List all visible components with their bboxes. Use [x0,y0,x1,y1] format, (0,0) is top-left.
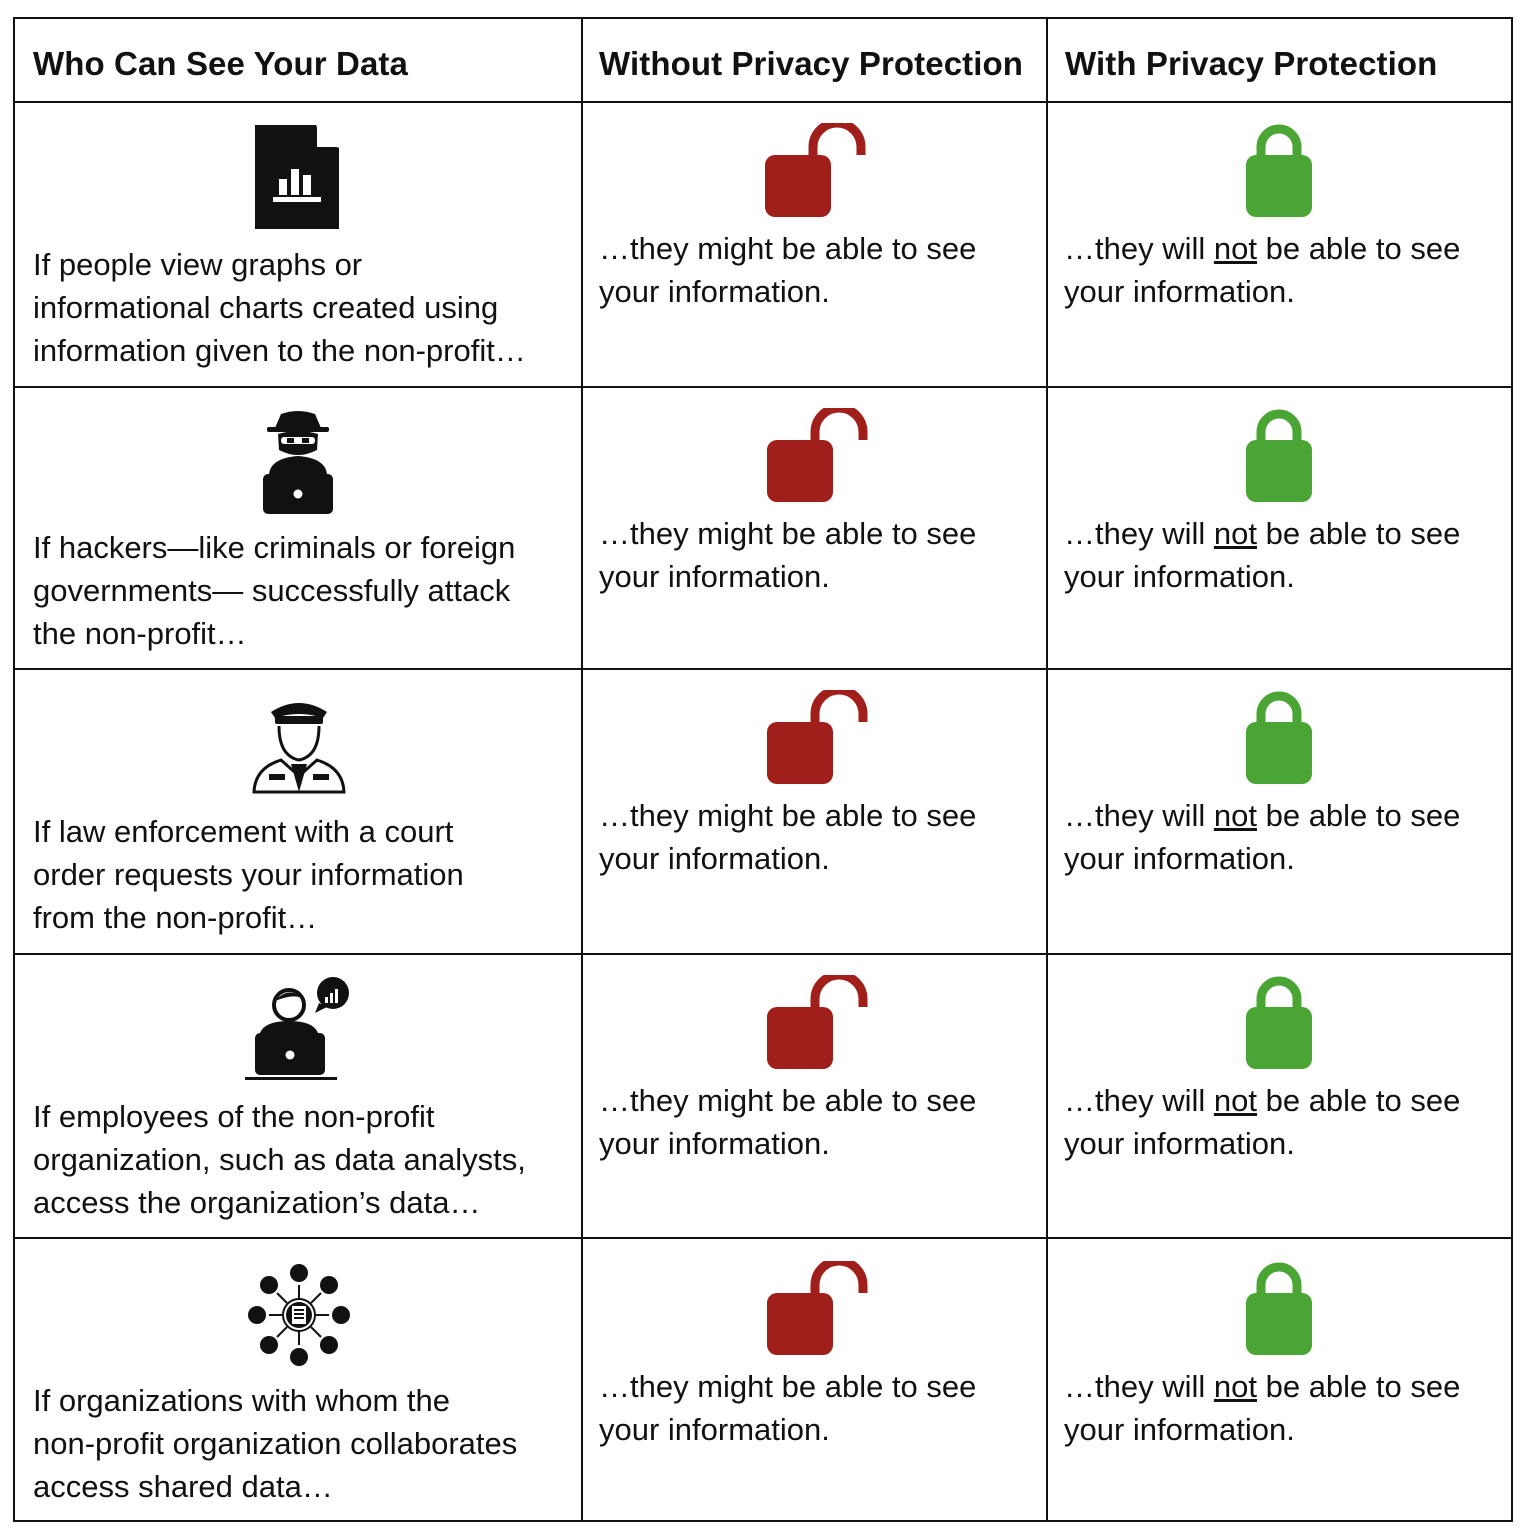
without-cell [583,670,1046,953]
without-text: …they might be able to see your information. [599,516,977,594]
with-text-not: not [1213,1369,1257,1404]
with-text-pre: …they will [1064,798,1214,833]
data-analyst-icon [245,977,353,1088]
with-text-pre: …they will [1064,516,1214,551]
chart-document-icon [255,125,339,234]
open-padlock-icon [765,1261,869,1362]
row-who-text: If people view graphs or informational charts created using information given to the non-profit… [33,247,526,368]
without-cell [583,955,1046,1237]
with-text-not: not [1213,231,1257,266]
with-text-post: be able to see your information. [1064,1369,1461,1447]
with-text-not: not [1213,1083,1257,1118]
privacy-comparison-table [13,17,1513,1522]
row-who-text: If organizations with whom the non-profit organization collaborates access shared data… [33,1383,518,1504]
with-text [1064,1365,1460,1451]
with-text-post: be able to see your information. [1064,516,1461,594]
row-who-text: If employees of the non-profit organization, such as data analysts, access the organization’s data… [33,1099,526,1220]
open-padlock-icon [765,408,869,509]
table-row [15,103,581,386]
open-padlock-icon [765,690,869,791]
without-cell [583,103,1046,386]
with-text-post: be able to see your information. [1064,798,1461,876]
without-cell [583,388,1046,668]
table-row [15,670,581,953]
row-who-text: If hackers—like criminals or foreign governments— successfully attack the non-profit… [33,530,516,651]
closed-padlock-icon [1244,1261,1314,1362]
with-text-not: not [1213,516,1257,551]
without-cell [583,1239,1046,1520]
closed-padlock-icon [1244,690,1314,791]
with-text-post: be able to see your information. [1064,1083,1461,1161]
without-text: …they might be able to see your information. [599,231,977,309]
without-text: …they might be able to see your information. [599,1369,977,1447]
with-cell [1048,388,1511,668]
hacker-icon [261,410,335,519]
with-cell [1048,670,1511,953]
shared-network-icon [247,1263,351,1372]
police-officer-icon [251,694,347,799]
with-cell [1048,955,1511,1237]
table-row [15,388,581,668]
closed-padlock-icon [1244,123,1314,224]
with-text [1064,1079,1460,1165]
table-row [15,955,581,1237]
without-text: …they might be able to see your information. [599,1083,977,1161]
header-without-label: Without Privacy Protection [599,45,1024,82]
header-who-label: Who Can See Your Data [33,45,408,82]
open-padlock-icon [763,123,867,224]
with-cell [1048,1239,1511,1520]
closed-padlock-icon [1244,975,1314,1076]
row-who-text: If law enforcement with a court order requests your information from the non-profit… [33,814,464,935]
with-text-pre: …they will [1064,231,1214,266]
with-text-pre: …they will [1064,1369,1214,1404]
closed-padlock-icon [1244,408,1314,509]
header-with-label: With Privacy Protection [1065,45,1438,82]
with-text-post: be able to see your information. [1064,231,1461,309]
with-cell [1048,103,1511,386]
with-text-pre: …they will [1064,1083,1214,1118]
open-padlock-icon [765,975,869,1076]
with-text [1064,794,1460,880]
without-text: …they might be able to see your information. [599,798,977,876]
with-text [1064,512,1460,598]
with-text-not: not [1213,798,1257,833]
with-text [1064,227,1460,313]
table-row [15,1239,581,1520]
